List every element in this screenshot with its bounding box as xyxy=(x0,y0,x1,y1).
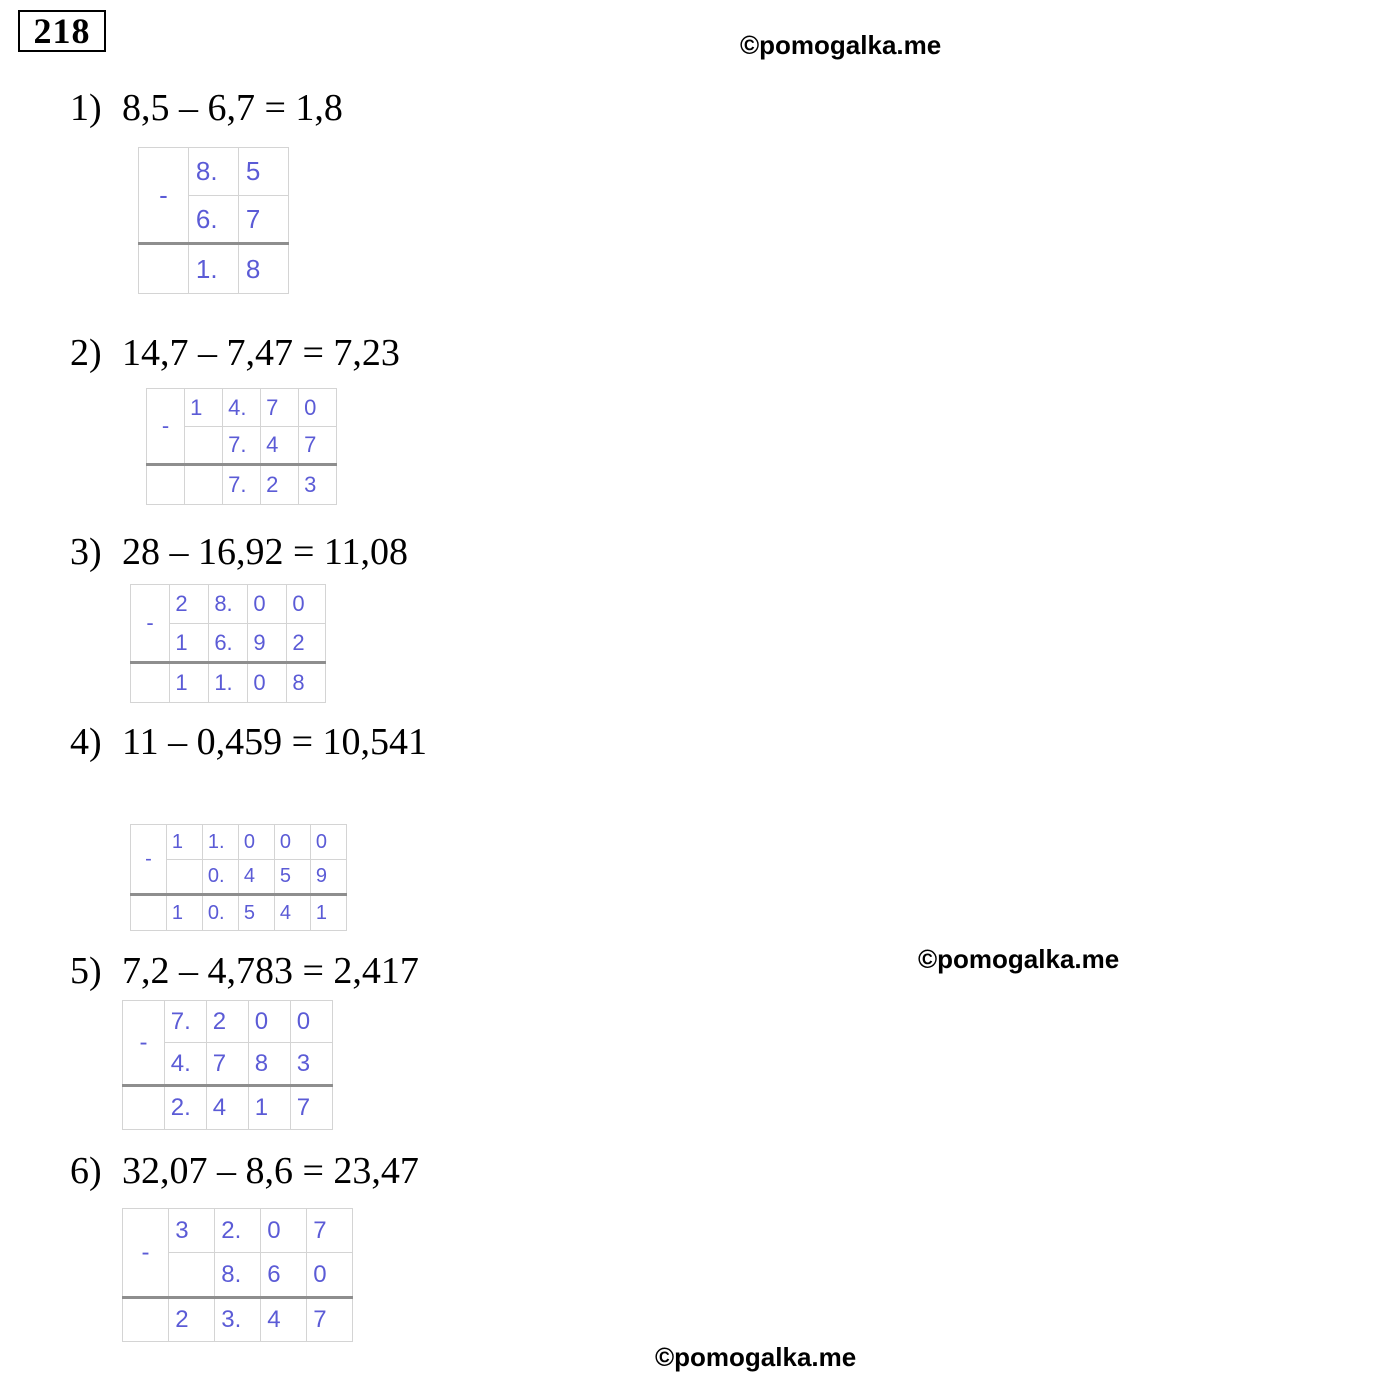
digit-cell: 2 xyxy=(287,624,326,663)
digit-cell: 7 xyxy=(291,1086,333,1130)
digit-cell: 7. xyxy=(223,465,261,505)
equation-text: 11 – 0,459 = 10,541 xyxy=(122,721,428,763)
equation-text: 32,07 – 8,6 = 23,47 xyxy=(122,1150,419,1192)
empty-cell xyxy=(139,244,189,294)
equation-label: 5) xyxy=(70,950,102,992)
equation-label: 3) xyxy=(70,531,102,573)
digit-cell: 0 xyxy=(249,1001,291,1043)
equation-text: 14,7 – 7,47 = 7,23 xyxy=(122,332,400,374)
digit-cell: 0 xyxy=(261,1209,307,1253)
digit-cell: 0 xyxy=(275,825,311,860)
equation-text: 28 – 16,92 = 11,08 xyxy=(122,531,409,573)
equation-5 xyxy=(70,949,419,993)
digit-cell: 4 xyxy=(239,860,275,895)
equation-4 xyxy=(70,720,427,764)
digit-cell: 1 xyxy=(170,624,209,663)
digit-cell: 8 xyxy=(287,663,326,703)
digit-cell: 0 xyxy=(248,663,287,703)
digit-cell: 4. xyxy=(165,1043,207,1086)
digit-cell: 0 xyxy=(248,585,287,624)
digit-cell: 6 xyxy=(261,1253,307,1298)
digit-cell: 0. xyxy=(203,860,239,895)
minus-sign: - xyxy=(131,825,167,895)
digit-cell: 7. xyxy=(165,1001,207,1043)
minus-sign: - xyxy=(123,1209,169,1298)
digit-cell: 2 xyxy=(207,1001,249,1043)
digit-cell: 7 xyxy=(261,389,299,427)
watermark-top: ©pomogalka.me xyxy=(740,30,942,60)
digit-cell: 9 xyxy=(311,860,347,895)
digit-cell xyxy=(185,427,223,465)
column-subtraction-3 xyxy=(130,584,326,703)
digit-cell: 2 xyxy=(261,465,299,505)
minus-sign: - xyxy=(123,1001,165,1086)
equation-6 xyxy=(70,1149,419,1193)
problem-number: 218 xyxy=(18,10,106,52)
empty-cell xyxy=(131,663,170,703)
column-subtraction-2 xyxy=(146,388,337,505)
digit-cell: 8 xyxy=(249,1043,291,1086)
empty-cell xyxy=(123,1086,165,1130)
digit-cell: 0 xyxy=(299,389,337,427)
digit-cell: 8. xyxy=(215,1253,261,1298)
digit-cell: 4 xyxy=(261,427,299,465)
digit-cell: 1 xyxy=(249,1086,291,1130)
digit-cell xyxy=(185,465,223,505)
digit-cell: 8 xyxy=(239,244,289,294)
watermark-middle: ©pomogalka.me xyxy=(918,944,1120,974)
digit-cell: 1 xyxy=(170,663,209,703)
digit-cell: 3 xyxy=(299,465,337,505)
digit-cell: 2 xyxy=(169,1298,215,1342)
digit-cell: 0 xyxy=(307,1253,353,1298)
column-subtraction-1 xyxy=(138,147,289,294)
minus-sign: - xyxy=(139,148,189,244)
digit-cell: 8. xyxy=(209,585,248,624)
empty-cell xyxy=(147,465,185,505)
digit-cell: 2. xyxy=(215,1209,261,1253)
equation-label: 6) xyxy=(70,1150,102,1192)
digit-cell: 7. xyxy=(223,427,261,465)
digit-cell: 7 xyxy=(239,196,289,244)
digit-cell: 0 xyxy=(239,825,275,860)
digit-cell: 5 xyxy=(239,148,289,196)
equation-2 xyxy=(70,331,400,375)
minus-sign: - xyxy=(147,389,185,465)
digit-cell: 4 xyxy=(207,1086,249,1130)
column-subtraction-4 xyxy=(130,824,347,931)
digit-cell: 6. xyxy=(189,196,239,244)
digit-cell: 1. xyxy=(203,825,239,860)
digit-cell: 9 xyxy=(248,624,287,663)
digit-cell: 7 xyxy=(307,1209,353,1253)
digit-cell: 7 xyxy=(307,1298,353,1342)
minus-sign: - xyxy=(131,585,170,663)
digit-cell: 4. xyxy=(223,389,261,427)
digit-cell: 2. xyxy=(165,1086,207,1130)
digit-cell: 3 xyxy=(291,1043,333,1086)
digit-cell: 0 xyxy=(311,825,347,860)
digit-cell: 0 xyxy=(287,585,326,624)
equation-label: 2) xyxy=(70,332,102,374)
equation-1 xyxy=(70,86,343,130)
digit-cell: 7 xyxy=(299,427,337,465)
digit-cell: 4 xyxy=(261,1298,307,1342)
digit-cell: 1 xyxy=(167,825,203,860)
digit-cell: 0 xyxy=(291,1001,333,1043)
digit-cell: 2 xyxy=(170,585,209,624)
equation-3 xyxy=(70,530,408,574)
digit-cell: 7 xyxy=(207,1043,249,1086)
empty-cell xyxy=(131,895,167,931)
digit-cell: 1 xyxy=(167,895,203,931)
equation-label: 1) xyxy=(70,87,102,129)
digit-cell: 6. xyxy=(209,624,248,663)
column-subtraction-5 xyxy=(122,1000,333,1130)
digit-cell: 5 xyxy=(275,860,311,895)
equation-text: 8,5 – 6,7 = 1,8 xyxy=(122,87,343,129)
digit-cell xyxy=(167,860,203,895)
digit-cell: 1. xyxy=(189,244,239,294)
digit-cell: 4 xyxy=(275,895,311,931)
digit-cell: 5 xyxy=(239,895,275,931)
digit-cell: 1 xyxy=(185,389,223,427)
digit-cell: 1 xyxy=(311,895,347,931)
equation-text: 7,2 – 4,783 = 2,417 xyxy=(122,950,419,992)
digit-cell: 8. xyxy=(189,148,239,196)
column-subtraction-6 xyxy=(122,1208,353,1342)
empty-cell xyxy=(123,1298,169,1342)
digit-cell: 3 xyxy=(169,1209,215,1253)
digit-cell: 3. xyxy=(215,1298,261,1342)
equation-label: 4) xyxy=(70,721,102,763)
digit-cell xyxy=(169,1253,215,1298)
digit-cell: 0. xyxy=(203,895,239,931)
watermark-bottom: ©pomogalka.me xyxy=(655,1342,857,1372)
digit-cell: 1. xyxy=(209,663,248,703)
